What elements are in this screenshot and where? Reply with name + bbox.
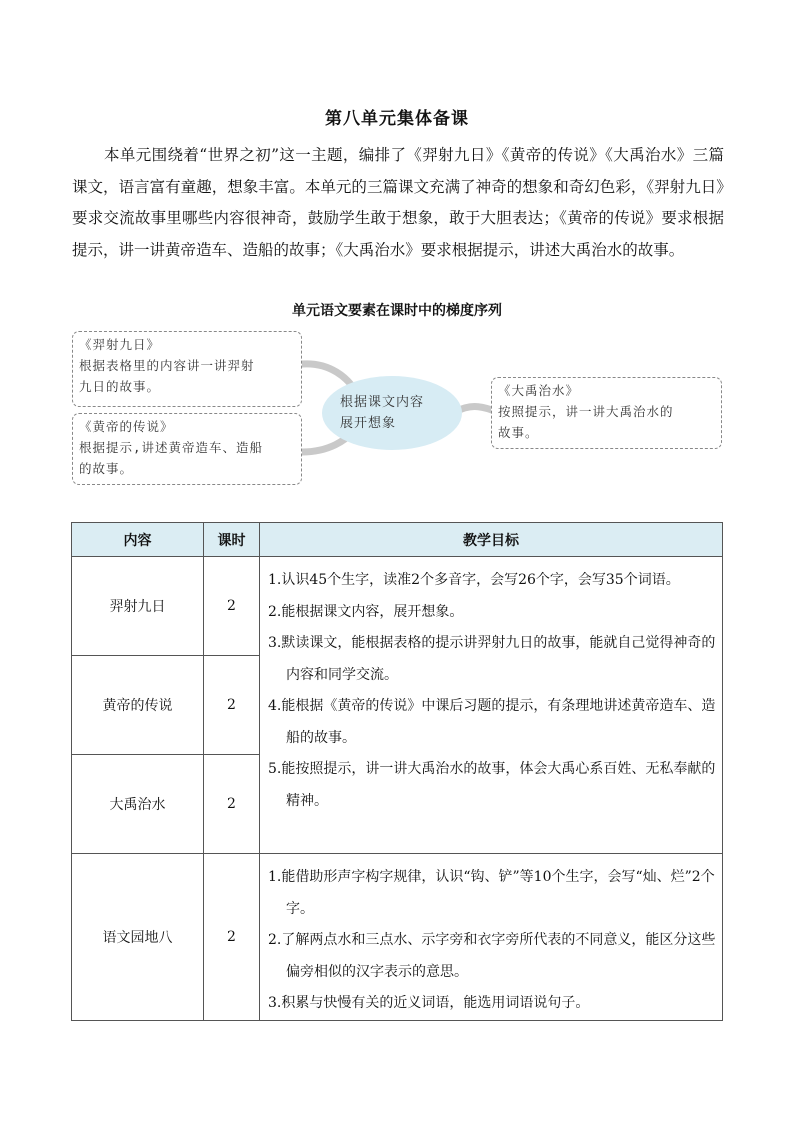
row-content: 羿射九日 <box>72 557 204 656</box>
goal-item: 1.认识45个生字，读准2个多音字，会写26个字，会写35个词语。 <box>268 572 680 588</box>
goals-cell-a <box>260 557 723 854</box>
table-row <box>72 854 723 1021</box>
center-node <box>322 376 462 450</box>
node-3-title: 《大禹治水》 <box>498 383 580 398</box>
row-hours: 2 <box>204 656 260 755</box>
header-content: 内容 <box>72 523 204 557</box>
goal-item: 3.默读课文，能根据表格的提示讲羿射九日的故事，能就自己觉得神奇的内容和同学交流。 <box>268 635 716 683</box>
lesson-plan-table <box>71 522 723 1021</box>
table-row <box>72 557 723 656</box>
node-1-line2: 九日的故事。 <box>79 379 161 394</box>
header-hours: 课时 <box>204 523 260 557</box>
header-goals: 教学目标 <box>260 523 723 557</box>
diagram-subtitle: 单元语文要素在课时中的梯度序列 <box>292 303 502 319</box>
table-header-row <box>72 523 723 557</box>
goal-item: 4.能根据《黄帝的传说》中课后习题的提示，有条理地讲述黄帝造车、造船的故事。 <box>268 698 716 746</box>
row-hours: 2 <box>204 755 260 854</box>
node-1-title: 《羿射九日》 <box>79 337 161 352</box>
goal-item: 2.能根据课文内容，展开想象。 <box>268 603 464 620</box>
intro-paragraph: 本单元围绕着“世界之初”这一主题，编排了《羿射九日》《黄帝的传说》《大禹治水》三篇课文，语言富有童趣，想象丰富。本单元的三篇课文充满了神奇的想象和奇幻色彩，《羿射九日》要求交流故事里哪些内容很神奇，鼓励学生敢于想象，敢于大胆表达；《黄帝的传说》要求根据提示，讲一讲黄帝造车、造船的故事；《大禹治水》要求根据提示，讲述大禹治水的故事。 <box>72 146 724 259</box>
node-yi-she-jiu-ri <box>72 331 302 407</box>
goal-item: 5.能按照提示，讲一讲大禹治水的故事，体会大禹心系百姓、无私奉献的精神。 <box>268 761 716 809</box>
node-2-line2: 的故事。 <box>79 461 134 476</box>
row-content: 黄帝的传说 <box>72 656 204 755</box>
row-content: 大禹治水 <box>72 755 204 854</box>
node-huang-di <box>72 413 302 485</box>
node-1-line1: 根据表格里的内容讲一讲羿射 <box>79 358 255 373</box>
center-line2: 展开想象 <box>340 416 397 431</box>
node-2-line1: 根据提示,讲述黄帝造车、造船 <box>79 440 264 455</box>
row-hours: 2 <box>204 557 260 656</box>
goal-item: 3.积累与快慢有关的近义词语，能选用词语说句子。 <box>268 995 590 1011</box>
center-line1: 根据课文内容 <box>340 395 425 410</box>
goal-item: 1.能借助形声字构字规律，认识“钩、铲”等10个生字，会写“灿、烂”2个字。 <box>268 869 715 917</box>
node-2-title: 《黄帝的传说》 <box>79 419 174 434</box>
node-3-line1: 按照提示，讲一讲大禹治水的 <box>498 404 674 419</box>
row-hours: 2 <box>204 854 260 1021</box>
goals-cell-b <box>260 854 723 1021</box>
goal-item: 2.了解两点水和三点水、示字旁和衣字旁所代表的不同意义，能区分这些偏旁相似的汉字表示的意思。 <box>268 932 716 980</box>
page-title: 第八单元集体备课 <box>325 109 469 129</box>
node-3-line2: 故事。 <box>498 425 539 440</box>
node-da-yu <box>491 377 722 449</box>
row-content: 语文园地八 <box>72 854 204 1021</box>
